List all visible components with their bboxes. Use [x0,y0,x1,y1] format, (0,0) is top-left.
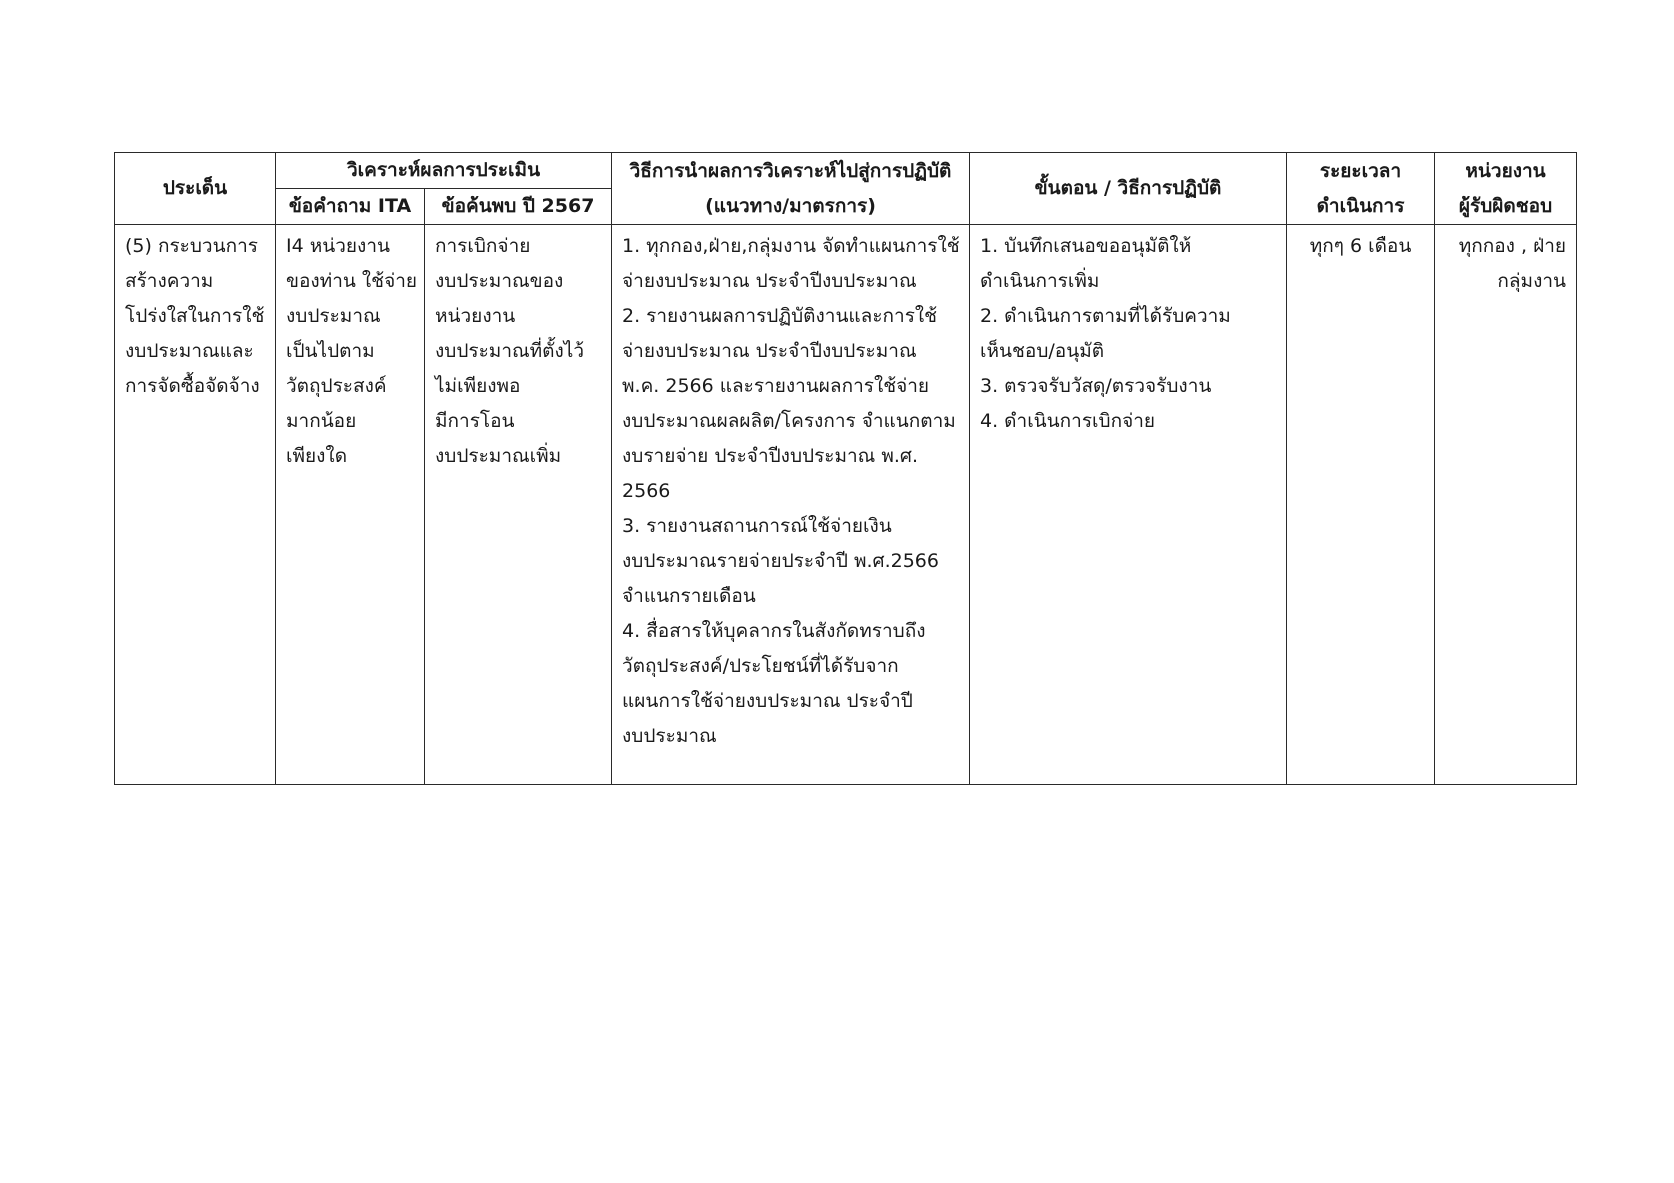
text-line: 1. ทุกกอง,ฝ่าย,กลุ่มงาน จัดทำแผนการใช้ [622,235,960,257]
text-line: จำแนกรายเดือน [622,585,756,607]
header-issue: ประเด็น [115,153,276,225]
text-line: งบรายจ่าย ประจำปีงบประมาณ พ.ศ. [622,445,918,467]
text-line: งบประมาณผลผลิต/โครงการ จำแนกตาม [622,410,956,432]
header-steps: ขั้นตอน / วิธีการปฏิบัติ [970,153,1287,225]
header-method-line2: (แนวทาง/มาตรการ) [705,194,876,217]
text-line: แผนการใช้จ่ายงบประมาณ ประจำปี [622,690,913,712]
text-line: 4. สื่อสารให้บุคลากรในสังกัดทราบถึง [622,620,926,642]
text-line: การเบิกจ่าย [435,235,531,257]
text-line: สร้างความ [125,270,214,292]
header-finding: ข้อค้นพบ ปี 2567 [425,189,612,225]
text-line: โปร่งใสในการใช้ [125,305,265,327]
header-unit-line2: ผู้รับผิดชอบ [1458,194,1553,217]
text-line: กลุ่มงาน [1497,270,1567,292]
text-line: ดำเนินการเพิ่ม [980,270,1100,292]
header-period-line1: ระยะเวลา [1319,159,1402,182]
text-line: I4 หน่วยงาน [286,235,390,257]
text-line: การจัดซื้อจัดจ้าง [125,375,260,397]
text-line: 2. รายงานผลการปฏิบัติงานและการใช้ [622,305,938,327]
text-line: ทุกกอง , ฝ่าย [1458,235,1567,257]
text-line: จ่ายงบประมาณ ประจำปีงบประมาณ [622,270,917,292]
text-line: หน่วยงาน [435,305,516,327]
cell-issue [115,225,276,785]
text-line: เพียงใด [286,445,348,467]
table-row [115,225,1577,785]
text-line: 1. บันทึกเสนอขออนุมัติให้ [980,235,1192,257]
text-line: งบประมาณและ [125,340,254,362]
text-line: ไม่เพียงพอ [435,375,521,397]
text-line: งบประมาณรายจ่ายประจำปี พ.ศ.2566 [622,550,939,572]
text-line: มีการโอน [435,410,515,432]
text-line: ทุกๆ 6 เดือน [1309,235,1412,257]
header-ita-question: ข้อคำถาม ITA [276,189,425,225]
text-line: งบประมาณที่ตั้งไว้ [435,340,584,362]
text-line: งบประมาณเพิ่ม [435,445,562,467]
cell-method [612,225,970,785]
text-line: 2. ดำเนินการตามที่ได้รับความ [980,305,1231,327]
header-method [612,153,970,225]
cell-steps [970,225,1287,785]
text-line: ของท่าน ใช้จ่าย [286,270,418,292]
text-line: งบประมาณ [286,305,381,327]
header-analysis: วิเคราะห์ผลการประเมิน [276,153,612,189]
header-period [1287,153,1435,225]
text-line: วัตถุประสงค์ [286,375,387,397]
text-line: มากน้อย [286,410,357,432]
text-line: งบประมาณ [622,725,717,747]
cell-ita-question [276,225,425,785]
header-unit [1435,153,1577,225]
text-line: 3. ตรวจรับวัสดุ/ตรวจรับงาน [980,375,1212,397]
text-line: เห็นชอบ/อนุมัติ [980,340,1105,362]
text-line: 2566 [622,480,671,502]
text-line: งบประมาณของ [435,270,564,292]
text-line: 3. รายงานสถานการณ์ใช้จ่ายเงิน [622,515,892,537]
cell-unit [1435,225,1577,785]
header-row-1 [115,153,1577,189]
text-line: พ.ค. 2566 และรายงานผลการใช้จ่าย [622,375,930,397]
header-unit-line1: หน่วยงาน [1465,159,1546,182]
text-line: (5) กระบวนการ [125,235,258,257]
action-plan-table [114,152,1577,785]
text-line: 4. ดำเนินการเบิกจ่าย [980,410,1156,432]
text-line: จ่ายงบประมาณ ประจำปีงบประมาณ [622,340,917,362]
header-period-line2: ดำเนินการ [1316,194,1405,217]
text-line: เป็นไปตาม [286,340,375,362]
text-line: วัตถุประสงค์/ประโยชน์ที่ได้รับจาก [622,655,899,677]
cell-finding [425,225,612,785]
header-method-line1: วิธีการนำผลการวิเคราะห์ไปสู่การปฏิบัติ [629,159,952,182]
cell-period [1287,225,1435,785]
